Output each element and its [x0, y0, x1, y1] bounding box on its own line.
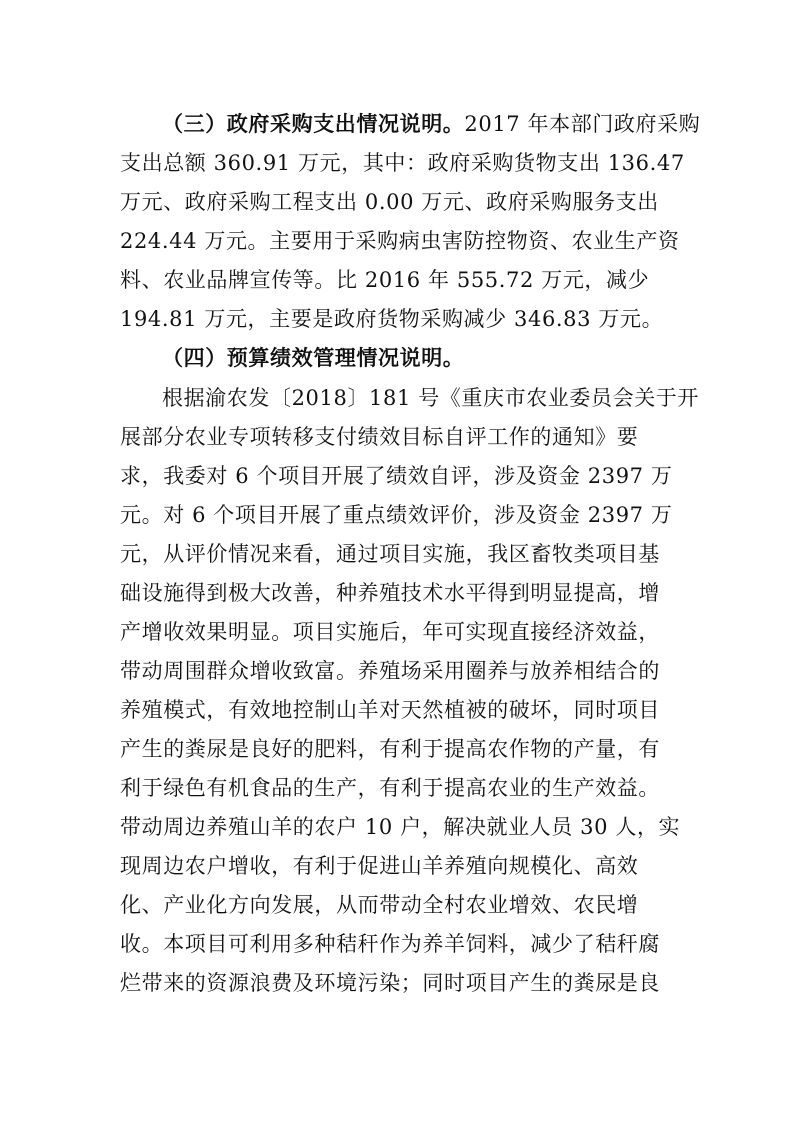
- section4-line: 带动周围群众增收致富。养殖场采用圈养与放养相结合的: [120, 659, 660, 683]
- section4-line: 展部分农业专项转移支付绩效目标自评工作的通知》要: [120, 425, 639, 449]
- section4-line: 元，从评价情况来看，通过项目实施，我区畜牧类项目基: [120, 542, 660, 566]
- section3-line: 万元、政府采购工程支出 0.00 万元、政府采购服务支出: [120, 190, 659, 214]
- section4-line: 养殖模式，有效地控制山羊对天然植被的破坏，同时项目: [120, 698, 660, 722]
- section4-line: 元。对 6 个项目开展了重点绩效评价，涉及资金 2397 万: [120, 503, 673, 527]
- section4-line: 利于绿色有机食品的生产，有利于提高农业的生产效益。: [120, 776, 660, 800]
- section4-line: 烂带来的资源浪费及环境污染；同时项目产生的粪尿是良: [120, 971, 660, 995]
- section4-line: 带动周边养殖山羊的农户 10 户，解决就业人员 30 人，实: [120, 815, 681, 839]
- section3-heading: （三）政府采购支出情况说明。: [162, 111, 465, 136]
- section4-line: 产生的粪尿是良好的肥料，有利于提高农作物的产量，有: [120, 737, 660, 761]
- section3-text: 2017 年本部门政府采购: [464, 112, 701, 136]
- section4-line: 化、产业化方向发展，从而带动全村农业增效、农民增: [120, 893, 639, 917]
- section3-line: 224.44 万元。主要用于采购病虫害防控物资、农业生产资: [120, 229, 680, 253]
- section4-line: 现周边农户增收，有利于促进山羊养殖向规模化、高效: [120, 854, 639, 878]
- section4-heading: （四）预算绩效管理情况说明。: [162, 345, 465, 370]
- section4-line: 求，我委对 6 个项目开展了绩效自评，涉及资金 2397 万: [120, 464, 673, 488]
- section3-first-line: [162, 106, 700, 142]
- section3-line: 支出总额 360.91 万元，其中：政府采购货物支出 136.47: [120, 151, 685, 175]
- section3-line: 194.81 万元，主要是政府货物采购减少 346.83 万元。: [120, 307, 664, 331]
- section4-line: 产增收效果明显。项目实施后，年可实现直接经济效益，: [120, 620, 660, 644]
- section3-line: 料、农业品牌宣传等。比 2016 年 555.72 万元，减少: [120, 268, 650, 292]
- section4-line: 根据渝农发〔2018〕181 号《重庆市农业委员会关于开: [162, 386, 699, 410]
- section4-line: 础设施得到极大改善，种养殖技术水平得到明显提高，增: [120, 581, 660, 605]
- section4-line: 收。本项目可利用多种秸秆作为养羊饲料，减少了秸秆腐: [120, 932, 660, 956]
